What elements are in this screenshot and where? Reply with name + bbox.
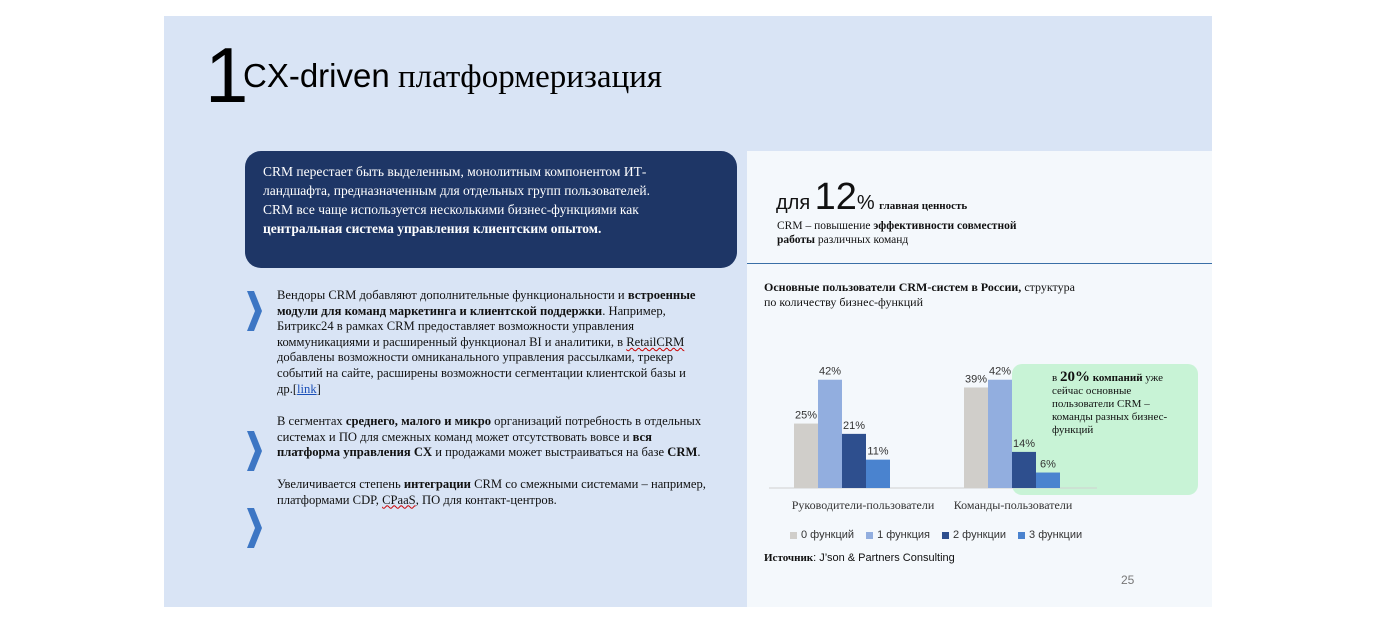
legend-swatch [866, 532, 873, 539]
bar [1036, 473, 1060, 488]
legend-label: 0 функций [801, 529, 855, 541]
bullet-paragraph-integration: Увеличивается степень интеграции CRM со смежными системами – например, платформами CDP, CPaaS, ПО для контакт-центров. [277, 477, 706, 507]
source-note: Источник: J’son & Partners Consulting [764, 552, 955, 564]
bar [866, 460, 890, 488]
title-russian: платформеризация [397, 59, 663, 95]
bar [1012, 452, 1036, 488]
key-stat: для 12% главная ценность [776, 176, 968, 218]
bar-value-label: 42% [818, 365, 842, 378]
bar [794, 424, 818, 488]
bar-value-label: 25% [794, 409, 818, 422]
legend-item [866, 529, 930, 541]
title-english: CX-driven [243, 57, 390, 94]
callout-line: CRM перестает быть выделенным, монолитным компонентом ИТ- [263, 164, 647, 179]
legend-swatch [790, 532, 797, 539]
legend-swatch [942, 532, 949, 539]
bar-value-label: 21% [842, 419, 866, 432]
bar [818, 380, 842, 488]
bar-chart [747, 330, 1147, 520]
divider [747, 263, 1212, 264]
source-link[interactable]: link [297, 381, 317, 396]
bar-value-label: 39% [964, 373, 988, 386]
chevron-right-icon [245, 431, 263, 471]
legend-item [1018, 529, 1082, 541]
chart-title: Основные пользователи CRM-систем в России, структура по количеству бизнес-функций [764, 280, 1075, 309]
slide-title [243, 56, 662, 97]
bar-value-label: 42% [988, 365, 1012, 378]
bar [988, 380, 1012, 488]
bar-value-label: 6% [1040, 458, 1056, 471]
key-stat-description: CRM – повышение эффективности совместной работы различных команд [777, 220, 1017, 246]
bullet-paragraph-vendors: Вендоры CRM добавляют дополнительные функциональности и встроенные модули для команд маркетинга и клиентской поддержки. Например, Битрикс24 в рамках CRM предоставляет возможности управления коммуникациями и расширенный функционал BI и аналитики, в RetailCRM добавлены возможности омниканального управления рассылками, трекер событий на сайте, расширены возможности сегментации клиентской базы и др.[link] [277, 288, 696, 396]
callout-line-bold: центральная система управления клиентским опытом. [263, 221, 602, 236]
title-number: 1 [205, 31, 249, 119]
chevron-right-icon [245, 291, 263, 331]
legend-label: 2 функции [952, 529, 1007, 541]
bar [964, 387, 988, 488]
legend-label: 3 функции [1029, 529, 1083, 541]
callout-line: CRM все чаще используется несколькими бизнес-функциями как [263, 202, 639, 217]
bar-value-label: 11% [867, 445, 889, 458]
highlight-percent: 20% [1059, 369, 1090, 385]
legend-label: 1 функция [877, 529, 930, 541]
category-label: Команды-пользователи [953, 498, 1073, 512]
legend-item [790, 529, 854, 541]
stat-number: 12 [814, 176, 857, 218]
bar [842, 434, 866, 488]
callout-line: ландшафта, предназначенным для отдельных групп пользователей. [263, 183, 650, 198]
bullet-paragraph-segments: В сегментах среднего, малого и микро организаций потребность в отдельных системах и ПО для смежных команд может отсутствовать вовсе и вся платформа управления CX и продажами может выстраиваться на базе CRM. [277, 414, 702, 460]
legend-item [942, 529, 1006, 541]
bar-value-label: 14% [1012, 437, 1036, 450]
legend-swatch [1018, 532, 1025, 539]
highlight-box: в 20% компаний уже сейчас основные пользователи CRM – команды разных бизнес-функций [1012, 364, 1198, 495]
chevron-right-icon [245, 508, 263, 548]
page-number: 25 [1121, 573, 1135, 587]
category-label: Руководители-пользователи [791, 498, 935, 512]
key-message-callout [245, 151, 737, 268]
chart-legend [790, 529, 1094, 541]
